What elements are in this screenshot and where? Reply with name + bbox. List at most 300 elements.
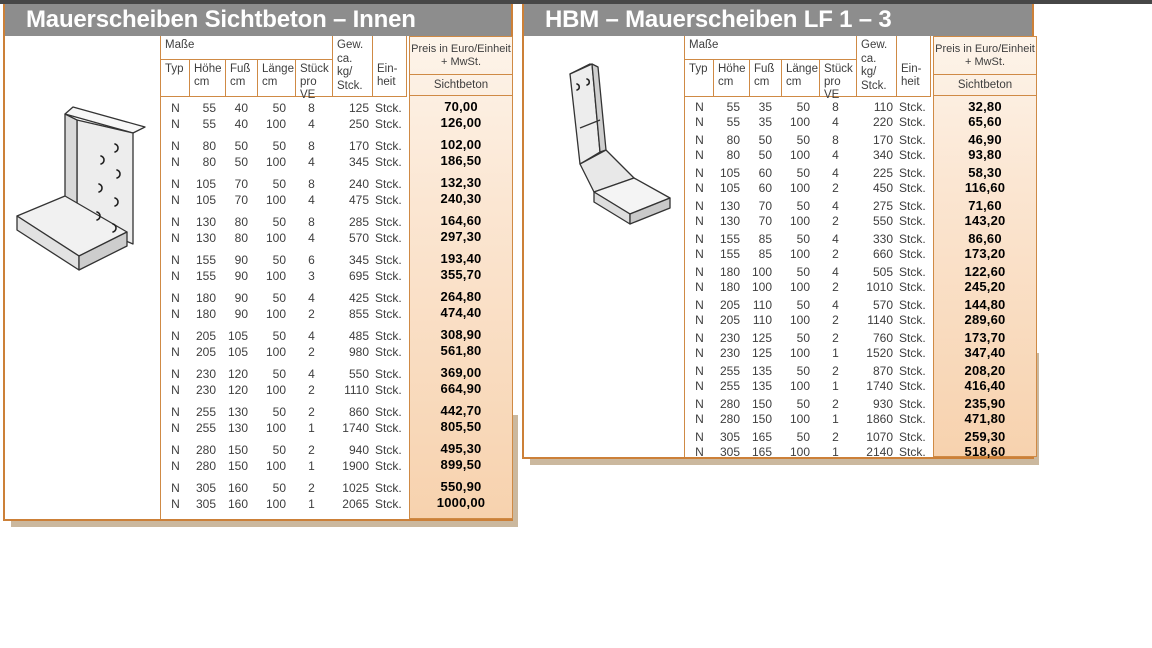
price-row-group [410,403,512,435]
cell-laenge: 100 [789,247,810,261]
cell-laenge: 50 [796,430,810,444]
table-header [685,36,931,101]
price-row-group [934,99,1036,129]
cell-fuss: 150 [751,397,772,411]
price-value: 143,20 [964,213,1006,228]
cell-laenge: 50 [796,133,810,147]
col-header-laenge: Länge cm [258,60,296,96]
row-group [161,138,407,170]
cell-laenge: 50 [272,101,286,115]
cell-typ: N [171,155,180,169]
cell-fuss: 85 [758,232,772,246]
col-header-masse: Maße [161,36,333,60]
table-row [685,313,931,328]
cell-stueck-pro-ve: 4 [308,231,315,245]
cell-einheit: Stck. [899,133,926,147]
cell-einheit: Stck. [375,367,402,381]
col-header-fuss: Fuß cm [750,60,782,96]
price-row-group [410,441,512,473]
cell-einheit: Stck. [375,459,402,473]
row-group [161,366,407,398]
cell-fuss: 70 [758,214,772,228]
cell-einheit: Stck. [899,247,926,261]
cell-gewicht: 570 [872,298,893,312]
row-group [161,176,407,208]
price-row-group [934,330,1036,360]
price-value: 495,30 [440,441,482,456]
cell-hoehe: 130 [719,199,740,213]
cell-typ: N [695,247,704,261]
cell-einheit: Stck. [899,166,926,180]
cell-gewicht: 220 [872,115,893,129]
cell-stueck-pro-ve: 1 [308,459,315,473]
cell-hoehe: 55 [202,117,216,131]
price-value: 240,30 [440,191,482,206]
table-rows [685,97,931,460]
cell-laenge: 50 [272,139,286,153]
row-group [685,331,931,361]
row-group [685,166,931,196]
col-header-stueck: Stück pro VE [296,60,333,96]
cell-gewicht: 2065 [342,497,369,511]
row-group [685,199,931,229]
cell-einheit: Stck. [899,265,926,279]
table-row [685,397,931,412]
cell-typ: N [695,313,704,327]
cell-einheit: Stck. [375,291,402,305]
cell-typ: N [171,101,180,115]
cell-einheit: Stck. [375,497,402,511]
cell-fuss: 135 [751,364,772,378]
cell-fuss: 125 [751,331,772,345]
price-row-group [410,175,512,207]
cell-typ: N [695,100,704,114]
cell-hoehe: 230 [195,367,216,381]
cell-stueck-pro-ve: 2 [832,430,839,444]
cell-laenge: 100 [265,459,286,473]
cell-typ: N [171,291,180,305]
product-card-mauerscheiben-innen [3,4,513,521]
cell-einheit: Stck. [899,412,926,426]
table-row [161,404,407,420]
cell-hoehe: 155 [719,247,740,261]
table-row [161,252,407,268]
price-value: 122,60 [964,264,1006,279]
cell-fuss: 100 [751,265,772,279]
cell-typ: N [171,307,180,321]
price-column [409,36,513,519]
price-row-group [934,165,1036,195]
cell-gewicht: 940 [348,443,369,457]
price-value: 550,90 [440,479,482,494]
price-value: 102,00 [440,137,482,152]
cell-hoehe: 180 [195,291,216,305]
cell-stueck-pro-ve: 2 [832,364,839,378]
cell-laenge: 50 [272,329,286,343]
price-row-group [934,231,1036,261]
cell-gewicht: 1140 [867,313,893,327]
cell-einheit: Stck. [375,269,402,283]
cell-einheit: Stck. [899,214,926,228]
cell-einheit: Stck. [899,280,926,294]
cell-laenge: 100 [265,231,286,245]
price-value: 369,00 [440,365,482,380]
cell-stueck-pro-ve: 8 [308,177,315,191]
cell-stueck-pro-ve: 2 [832,313,839,327]
cell-stueck-pro-ve: 4 [832,199,839,213]
cell-hoehe: 305 [195,497,216,511]
cell-gewicht: 1070 [866,430,893,444]
cell-hoehe: 130 [719,214,740,228]
row-group [685,397,931,427]
row-group [161,442,407,474]
card-body [5,36,511,519]
cell-laenge: 50 [796,397,810,411]
cell-hoehe: 155 [719,232,740,246]
price-value: 664,90 [440,381,482,396]
cell-fuss: 120 [227,383,248,397]
price-row-group [934,198,1036,228]
cell-stueck-pro-ve: 4 [308,291,315,305]
row-group [685,232,931,262]
cell-laenge: 50 [272,405,286,419]
cell-typ: N [695,181,704,195]
cell-hoehe: 255 [195,405,216,419]
col-header-gewicht: Gew. ca. kg/ Stck. [857,36,897,96]
table-row [161,192,407,208]
price-subheader-sichtbeton: Sichtbeton [410,75,512,96]
cell-typ: N [171,443,180,457]
cell-hoehe: 55 [726,115,740,129]
cell-typ: N [695,214,704,228]
cell-stueck-pro-ve: 2 [832,214,839,228]
col-header-einheit: Ein- heit [373,36,407,96]
cell-einheit: Stck. [375,481,402,495]
cell-hoehe: 255 [195,421,216,435]
table-row [685,430,931,445]
cell-typ: N [695,199,704,213]
cell-fuss: 85 [758,247,772,261]
price-value: 355,70 [440,267,482,282]
cell-typ: N [171,481,180,495]
price-header: Preis in Euro/Einheit + MwSt. [934,37,1036,75]
cell-einheit: Stck. [375,117,402,131]
product-illustration-area [524,36,684,457]
cell-fuss: 150 [227,443,248,457]
table-row [161,138,407,154]
cell-einheit: Stck. [375,253,402,267]
cell-gewicht: 425 [348,291,369,305]
cell-laenge: 100 [265,345,286,359]
cell-gewicht: 930 [872,397,893,411]
table-row [161,230,407,246]
cell-einheit: Stck. [375,155,402,169]
cell-gewicht: 980 [348,345,369,359]
cell-hoehe: 105 [195,177,216,191]
table-row [161,268,407,284]
cell-stueck-pro-ve: 2 [308,307,315,321]
cell-laenge: 100 [789,115,810,129]
cell-stueck-pro-ve: 4 [832,265,839,279]
row-group [685,430,931,460]
cell-einheit: Stck. [899,232,926,246]
price-value: 70,00 [444,99,478,114]
cell-fuss: 70 [234,177,248,191]
row-group [161,328,407,360]
cell-stueck-pro-ve: 4 [832,115,839,129]
cell-stueck-pro-ve: 2 [308,345,315,359]
cell-laenge: 100 [265,307,286,321]
cell-stueck-pro-ve: 1 [832,379,839,393]
table-row [685,166,931,181]
col-header-hoehe: Höhe cm [714,60,750,96]
price-value: 58,30 [968,165,1002,180]
cell-gewicht: 330 [872,232,893,246]
cell-gewicht: 170 [348,139,369,153]
card-title: Mauerscheiben Sichtbeton – Innen [5,4,511,36]
cell-hoehe: 55 [202,101,216,115]
price-value: 297,30 [440,229,482,244]
cell-stueck-pro-ve: 2 [308,405,315,419]
cell-typ: N [695,265,704,279]
cell-laenge: 50 [796,298,810,312]
row-group [161,404,407,436]
cell-gewicht: 870 [872,364,893,378]
cell-einheit: Stck. [899,100,926,114]
cell-gewicht: 275 [872,199,893,213]
cell-laenge: 100 [265,117,286,131]
price-value: 561,80 [440,343,482,358]
cell-laenge: 100 [789,346,810,360]
cell-fuss: 150 [227,459,248,473]
price-row-group [410,251,512,283]
table-row [685,280,931,295]
cell-einheit: Stck. [899,199,926,213]
col-header-fuss: Fuß cm [226,60,258,96]
cell-einheit: Stck. [375,345,402,359]
cell-stueck-pro-ve: 3 [308,269,315,283]
cell-fuss: 40 [234,101,248,115]
cell-typ: N [695,331,704,345]
cell-hoehe: 55 [726,100,740,114]
table-row [161,116,407,132]
cell-stueck-pro-ve: 1 [832,346,839,360]
cell-hoehe: 155 [195,253,216,267]
row-group [685,364,931,394]
cell-einheit: Stck. [375,383,402,397]
cell-gewicht: 475 [348,193,369,207]
cell-fuss: 70 [758,199,772,213]
cell-typ: N [171,383,180,397]
cell-laenge: 50 [796,364,810,378]
price-value: 805,50 [440,419,482,434]
cell-fuss: 130 [227,421,248,435]
cell-hoehe: 230 [719,346,740,360]
col-header-laenge: Länge cm [782,60,820,96]
dimension-table [684,36,931,457]
cell-fuss: 60 [758,181,772,195]
cell-hoehe: 280 [195,443,216,457]
cell-hoehe: 180 [195,307,216,321]
cell-typ: N [695,364,704,378]
cell-gewicht: 1025 [342,481,369,495]
cell-hoehe: 305 [195,481,216,495]
cell-laenge: 50 [272,291,286,305]
cell-gewicht: 450 [872,181,893,195]
price-row-group [410,289,512,321]
cell-stueck-pro-ve: 2 [832,181,839,195]
cell-einheit: Stck. [375,231,402,245]
cell-typ: N [695,379,704,393]
cell-einheit: Stck. [899,397,926,411]
price-row-group [410,327,512,359]
cell-typ: N [695,133,704,147]
cell-typ: N [695,232,704,246]
price-value: 186,50 [440,153,482,168]
cell-einheit: Stck. [899,364,926,378]
table-row [161,306,407,322]
cell-gewicht: 1860 [866,412,893,426]
table-row [685,115,931,130]
cell-typ: N [171,421,180,435]
cell-typ: N [171,231,180,245]
price-row-group [410,213,512,245]
cell-fuss: 50 [758,133,772,147]
cell-fuss: 80 [234,215,248,229]
cell-laenge: 50 [272,367,286,381]
cell-gewicht: 345 [348,253,369,267]
cell-einheit: Stck. [375,443,402,457]
table-row [161,154,407,170]
table-row [685,133,931,148]
price-values [934,96,1036,459]
col-header-masse: Maße [685,36,857,60]
cell-hoehe: 80 [202,139,216,153]
price-value: 46,90 [968,132,1002,147]
cell-hoehe: 280 [195,459,216,473]
price-value: 93,80 [968,147,1002,162]
price-value: 86,60 [968,231,1002,246]
cell-laenge: 100 [789,412,810,426]
cell-stueck-pro-ve: 4 [308,329,315,343]
table-rows [161,97,407,512]
cell-hoehe: 255 [719,379,740,393]
cell-hoehe: 305 [719,445,740,459]
cell-fuss: 90 [234,253,248,267]
cell-typ: N [171,329,180,343]
hbm-bracket-illustration [536,52,684,242]
cell-laenge: 50 [272,215,286,229]
cell-gewicht: 250 [348,117,369,131]
cell-hoehe: 180 [719,265,740,279]
price-value: 245,20 [964,279,1006,294]
table-row [685,364,931,379]
price-value: 347,40 [964,345,1006,360]
price-value: 264,80 [440,289,482,304]
table-header [161,36,407,101]
cell-fuss: 35 [758,100,772,114]
table-row [685,214,931,229]
table-row [161,442,407,458]
cell-gewicht: 505 [872,265,893,279]
cell-laenge: 50 [796,232,810,246]
cell-laenge: 50 [272,177,286,191]
cell-gewicht: 485 [348,329,369,343]
price-value: 442,70 [440,403,482,418]
table-row [161,382,407,398]
cell-typ: N [695,115,704,129]
table-row [161,214,407,230]
cell-typ: N [695,412,704,426]
cell-fuss: 90 [234,307,248,321]
cell-gewicht: 760 [872,331,893,345]
cell-einheit: Stck. [375,193,402,207]
table-row [161,290,407,306]
cell-hoehe: 205 [195,329,216,343]
table-row [685,199,931,214]
cell-hoehe: 80 [726,133,740,147]
table-row [685,331,931,346]
product-card-hbm-mauerscheiben [522,4,1034,459]
table-row [685,181,931,196]
cell-gewicht: 550 [872,214,893,228]
cell-stueck-pro-ve: 4 [832,298,839,312]
cell-hoehe: 105 [195,193,216,207]
price-value: 144,80 [964,297,1006,312]
cell-stueck-pro-ve: 8 [308,101,315,115]
cell-laenge: 50 [796,265,810,279]
cell-fuss: 90 [234,269,248,283]
cell-fuss: 80 [234,231,248,245]
l-bracket-illustration [9,98,157,288]
cell-typ: N [695,397,704,411]
cell-typ: N [171,139,180,153]
cell-laenge: 100 [789,445,810,459]
cell-einheit: Stck. [375,139,402,153]
row-group [161,100,407,132]
cell-stueck-pro-ve: 8 [308,139,315,153]
price-value: 308,90 [440,327,482,342]
cell-fuss: 50 [758,148,772,162]
cell-stueck-pro-ve: 4 [308,117,315,131]
cell-typ: N [171,459,180,473]
cell-gewicht: 110 [873,100,893,114]
cell-einheit: Stck. [375,307,402,321]
cell-einheit: Stck. [899,148,926,162]
price-value: 416,40 [964,378,1006,393]
table-row [685,232,931,247]
cell-einheit: Stck. [899,430,926,444]
col-header-typ: Typ [685,60,714,96]
price-value: 1000,00 [436,495,486,510]
cell-stueck-pro-ve: 8 [308,215,315,229]
cell-laenge: 100 [789,379,810,393]
cell-laenge: 100 [265,193,286,207]
cell-fuss: 60 [758,166,772,180]
cell-gewicht: 345 [348,155,369,169]
cell-stueck-pro-ve: 4 [308,155,315,169]
cell-laenge: 50 [272,481,286,495]
row-group [685,100,931,130]
table-row [161,458,407,474]
cell-typ: N [171,269,180,283]
price-row-group [410,479,512,511]
price-value: 126,00 [440,115,482,130]
cell-laenge: 100 [265,497,286,511]
price-row-group [934,396,1036,426]
table-row [161,100,407,116]
cell-fuss: 105 [227,345,248,359]
